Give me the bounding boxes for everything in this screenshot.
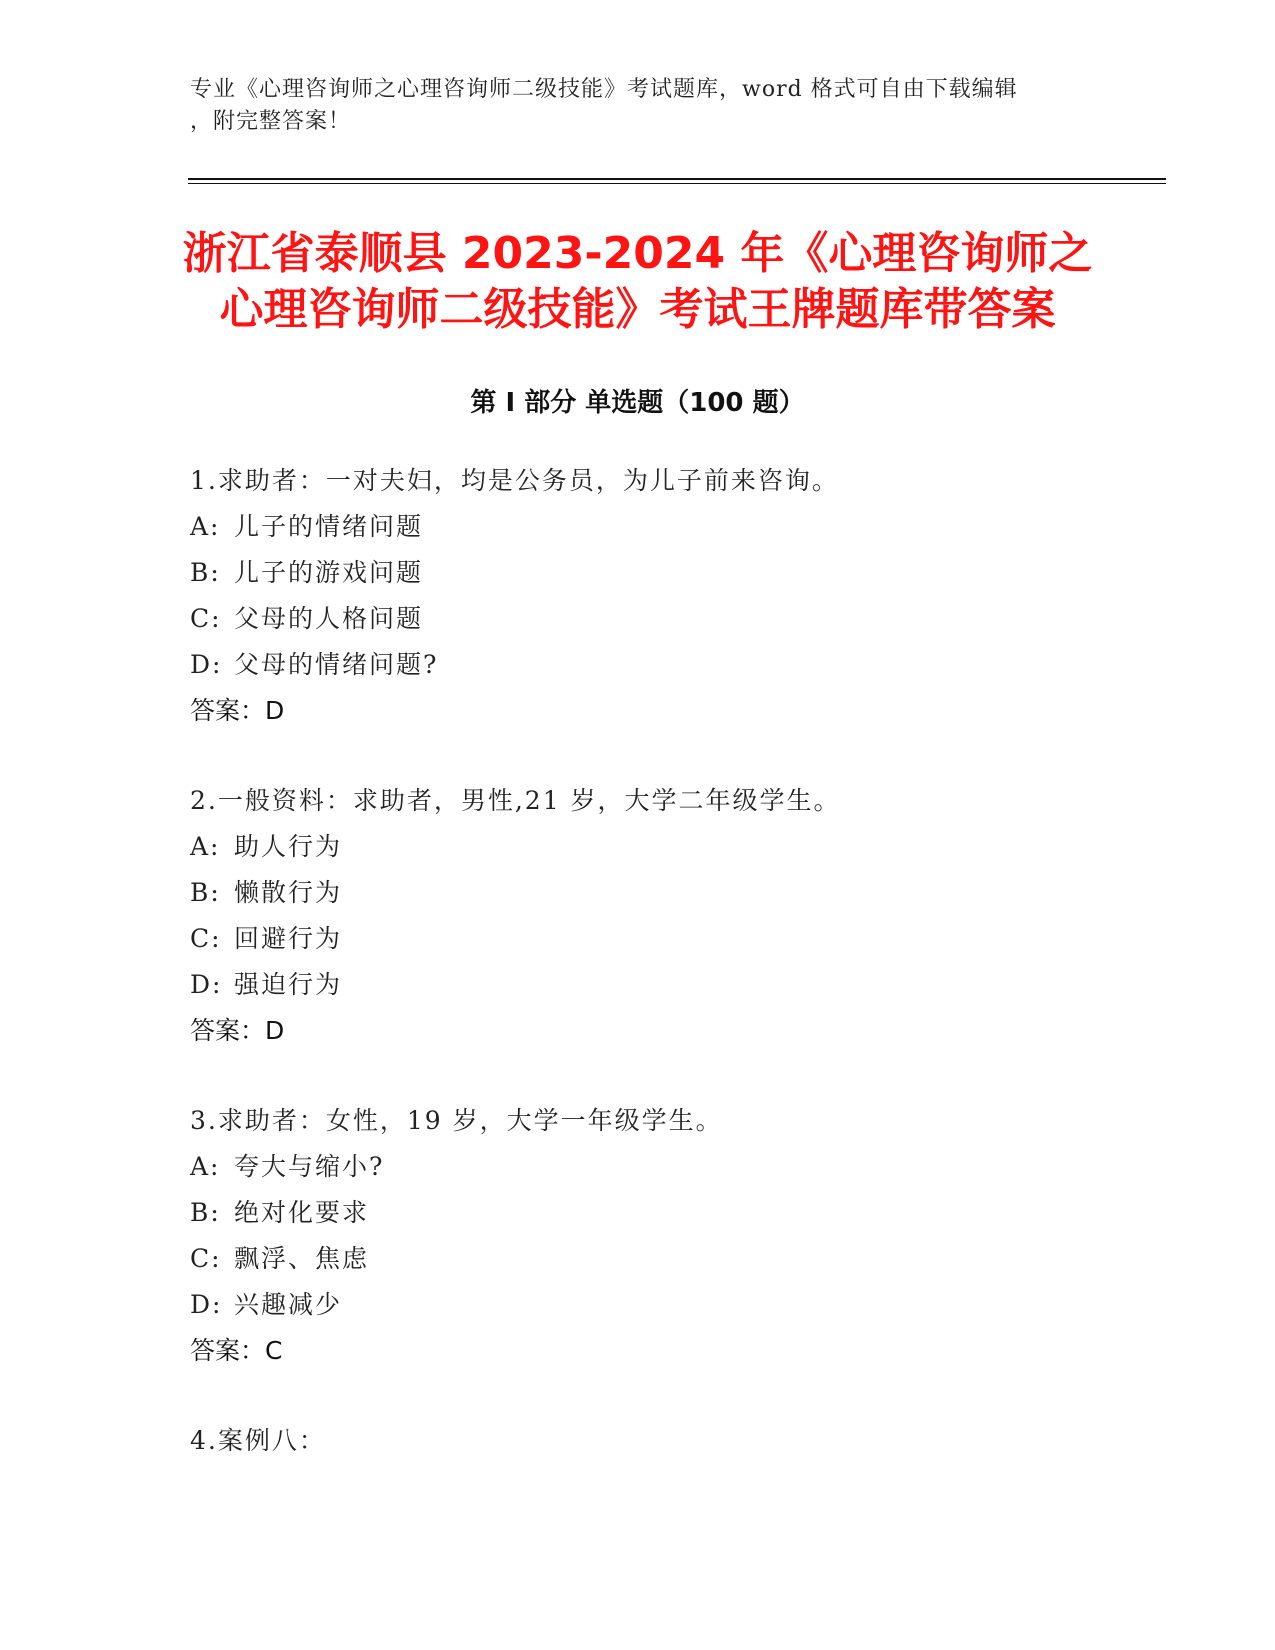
question-stem: 1.求助者：一对夫妇，均是公务员，为儿子前来咨询。 <box>190 466 839 495</box>
option-text: 绝对化要求 <box>234 1198 370 1227</box>
option-key: B: <box>190 1198 221 1227</box>
header-note-line-1: 专业《心理咨询师之心理咨询师二级技能》考试题库，word 格式可自由下载编辑 <box>190 77 1018 102</box>
question-stem: 4.案例八： <box>190 1426 326 1455</box>
question-3 <box>190 1098 1090 1374</box>
option-c <box>190 1236 1090 1282</box>
option-text: 儿子的游戏问题 <box>234 558 424 587</box>
header-note-line-2: ，附完整答案！ <box>190 109 352 134</box>
option-c <box>190 916 1090 962</box>
option-text: 兴趣减少 <box>234 1290 343 1319</box>
question-1 <box>190 458 1090 734</box>
option-key: C: <box>190 924 222 953</box>
header-note <box>190 74 1090 138</box>
option-key: D: <box>190 970 223 999</box>
question-stem: 2.一般资料：求助者，男性,21 岁，大学二年级学生。 <box>190 786 841 815</box>
option-text: 父母的人格问题 <box>234 604 424 633</box>
option-c <box>190 596 1090 642</box>
option-key: A: <box>190 832 221 861</box>
option-d <box>190 962 1090 1008</box>
option-text: 助人行为 <box>234 832 343 861</box>
question-4 <box>190 1418 1090 1464</box>
option-text: 回避行为 <box>234 924 343 953</box>
header-divider-thin <box>188 183 1166 184</box>
header-divider-thick <box>188 178 1166 180</box>
answer-line: 答案：D <box>190 696 285 725</box>
option-a <box>190 824 1090 870</box>
option-b <box>190 1190 1090 1236</box>
option-key: C: <box>190 604 222 633</box>
question-stem: 3.求助者：女性，19 岁，大学一年级学生。 <box>190 1106 723 1135</box>
option-key: A: <box>190 512 221 541</box>
option-d <box>190 642 1090 688</box>
document-title-line-2: 心理咨询师二级技能》考试王牌题库带答案 <box>219 284 1056 335</box>
option-text: 父母的情绪问题? <box>234 650 439 679</box>
option-key: D: <box>190 650 223 679</box>
option-text: 懒散行为 <box>234 878 343 907</box>
option-b <box>190 550 1090 596</box>
document-title-line-1: 浙江省泰顺县 2023-2024 年《心理咨询师之 <box>182 228 1093 279</box>
option-a <box>190 1144 1090 1190</box>
answer-line: 答案：D <box>190 1016 285 1045</box>
option-key: B: <box>190 878 221 907</box>
document-title <box>175 226 1100 338</box>
option-key: C: <box>190 1244 222 1273</box>
option-text: 儿子的情绪问题 <box>234 512 424 541</box>
option-key: D: <box>190 1290 223 1319</box>
option-key: B: <box>190 558 221 587</box>
question-2 <box>190 778 1090 1054</box>
option-text: 夸大与缩小? <box>234 1152 385 1181</box>
answer-line: 答案：C <box>190 1336 283 1365</box>
option-text: 强迫行为 <box>234 970 343 999</box>
option-a <box>190 504 1090 550</box>
option-d <box>190 1282 1090 1328</box>
section-heading: 第 I 部分 单选题（100 题） <box>470 388 805 418</box>
option-b <box>190 870 1090 916</box>
option-key: A: <box>190 1152 221 1181</box>
option-text: 飘浮、焦虑 <box>234 1244 370 1273</box>
